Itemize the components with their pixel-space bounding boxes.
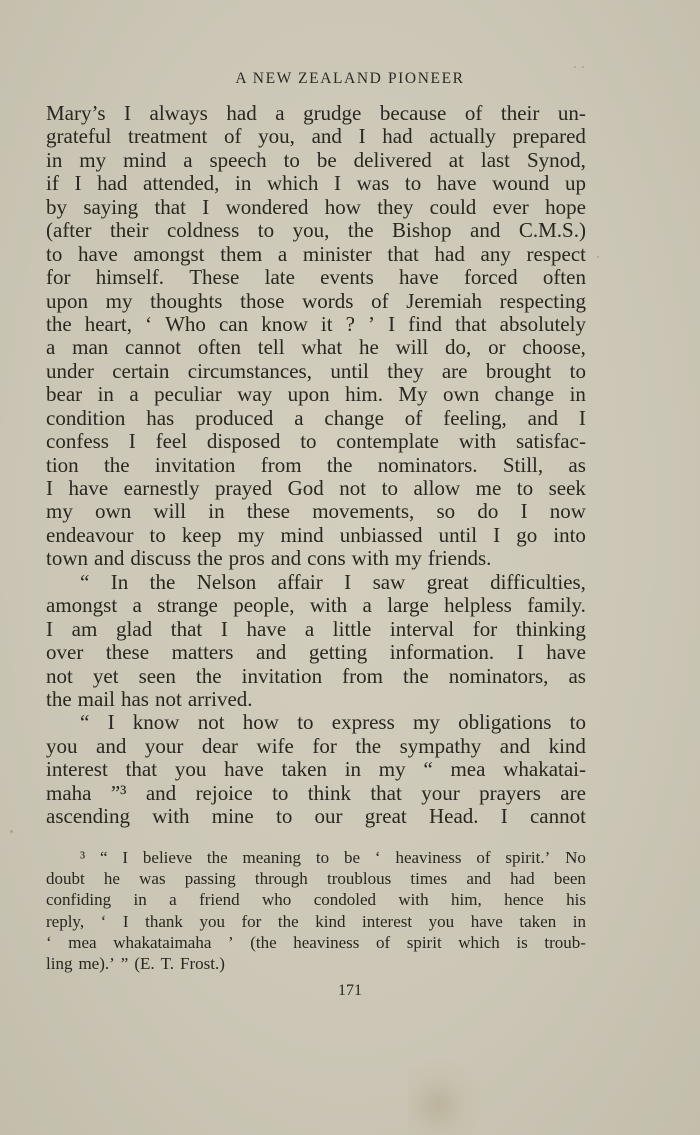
paper-stain xyxy=(408,1060,483,1135)
body-line: the mail has not arrived. xyxy=(46,686,253,711)
footnotes xyxy=(46,847,586,974)
body-line: if I had attended, in which I was to have wound up xyxy=(46,171,586,196)
footnote-line: doubt he was passing through troublous times and had been xyxy=(46,869,586,889)
paper-speck xyxy=(582,66,584,68)
body-line: my own will in these movements, so do I now xyxy=(46,499,586,524)
page-number: 171 xyxy=(338,982,362,999)
body-line: you and your dear wife for the sympathy and kind xyxy=(46,733,586,758)
body-line: in my mind a speech to be delivered at last Synod, xyxy=(46,147,586,172)
running-head: A NEW ZEALAND PIONEER xyxy=(235,70,465,87)
footnote-line: ³ “ I believe the meaning to be ‘ heaviness of spirit.’ No xyxy=(80,848,586,867)
body-line: amongst a strange people, with a large helpless family. xyxy=(46,593,586,618)
body-line: I am glad that I have a little interval for thinking xyxy=(46,616,586,641)
body-line: endeavour to keep my mind unbiassed until I go into xyxy=(46,522,586,547)
body-line: for himself. These late events have forced often xyxy=(46,265,586,290)
body-line: by saying that I wondered how they could ever hope xyxy=(46,194,586,219)
footnote-line: ling me).’ ” (E. T. Frost.) xyxy=(46,953,225,973)
body-line: ascending with mine to our great Head. I cannot xyxy=(46,804,586,829)
paper-speck xyxy=(574,66,576,68)
paper-speck xyxy=(597,256,599,258)
body-text xyxy=(46,102,586,829)
body-line: not yet seen the invitation from the nominators, as xyxy=(46,663,586,688)
footnote-line: reply, ‘ I thank you for the kind interest you have taken in xyxy=(46,911,586,931)
body-line: “ I know not how to express my obligations to xyxy=(80,710,586,735)
body-line: under certain circumstances, until they are brought to xyxy=(46,358,586,383)
body-line: interest that you have taken in my “ mea whakatai- xyxy=(46,757,586,782)
paper-speck xyxy=(10,830,13,833)
body-line: “ In the Nelson affair I saw great difficulties, xyxy=(80,569,586,594)
body-line: the heart, ‘ Who can know it ? ’ I find that absolutely xyxy=(46,311,586,336)
body-line: grateful treatment of you, and I had actually prepared xyxy=(46,124,586,149)
body-line: (after their coldness to you, the Bishop and C.M.S.) xyxy=(46,218,586,243)
body-line: Mary’s I always had a grudge because of their un- xyxy=(46,101,586,125)
footnote-line: confiding in a friend who condoled with him, hence his xyxy=(46,890,586,910)
body-line: I have earnestly prayed God not to allow me to seek xyxy=(46,476,586,500)
body-line: condition has produced a change of feeling, and I xyxy=(46,405,586,430)
body-line: bear in a peculiar way upon him. My own change in xyxy=(46,382,586,407)
body-line: tion the invitation from the nominators. Still, as xyxy=(46,452,586,477)
body-line: town and discuss the pros and cons with my friends. xyxy=(46,546,492,571)
footnote-line: ‘ mea whakataimaha ’ (the heaviness of spirit which is troub- xyxy=(46,932,586,952)
body-line: upon my thoughts those words of Jeremiah respecting xyxy=(46,288,586,313)
body-line: a man cannot often tell what he will do, or choose, xyxy=(46,335,586,360)
body-line: over these matters and getting information. I have xyxy=(46,640,586,665)
body-line: maha ”³ and rejoice to think that your prayers are xyxy=(46,780,586,805)
body-line: confess I feel disposed to contemplate with satisfac- xyxy=(46,429,586,454)
body-line: to have amongst them a minister that had any respect xyxy=(46,241,586,266)
